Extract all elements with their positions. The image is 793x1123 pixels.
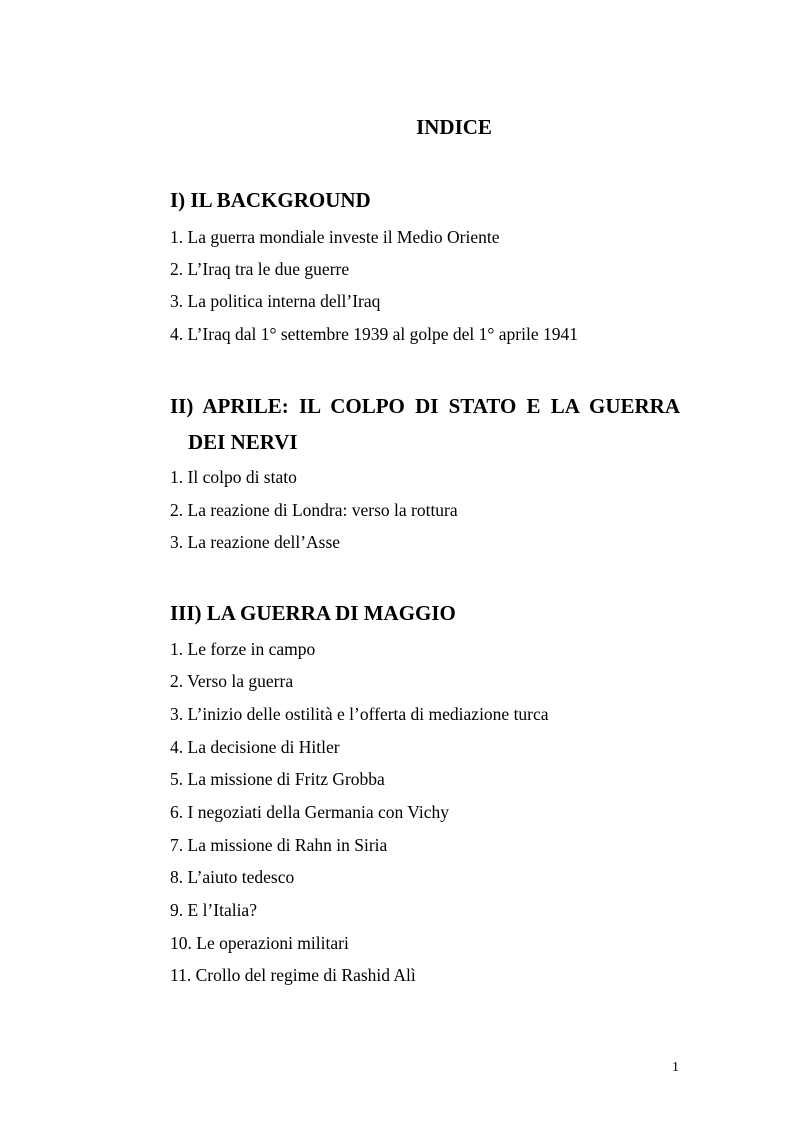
- toc-item: 9. E l’Italia?: [170, 900, 257, 920]
- toc-item: 4. L’Iraq dal 1° settembre 1939 al golpe del 1° aprile 1941: [170, 324, 578, 344]
- toc-item: 2. Verso la guerra: [170, 671, 294, 691]
- toc-item: 1. Le forze in campo: [170, 639, 316, 659]
- toc-item: 2. La reazione di Londra: verso la rottura: [170, 500, 458, 520]
- section-heading-2-continuation: DEI NERVI: [188, 430, 298, 454]
- page-title: INDICE: [416, 115, 492, 139]
- page-number: 1: [672, 1060, 679, 1075]
- toc-item: 1. Il colpo di stato: [170, 467, 297, 487]
- section-heading-1: I) IL BACKGROUND: [170, 188, 371, 212]
- toc-item: 10. Le operazioni militari: [170, 933, 349, 953]
- toc-item: 7. La missione di Rahn in Siria: [170, 835, 388, 855]
- toc-item: 3. La politica interna dell’Iraq: [170, 291, 381, 311]
- toc-item: 3. La reazione dell’Asse: [170, 532, 341, 552]
- toc-item: 2. L’Iraq tra le due guerre: [170, 259, 350, 279]
- toc-item: 8. L’aiuto tedesco: [170, 867, 295, 887]
- toc-item: 11. Crollo del regime di Rashid Alì: [170, 965, 416, 985]
- section-heading-2: II) APRILE: IL COLPO DI STATO E LA GUERRA: [170, 394, 680, 418]
- toc-item: 4. La decisione di Hitler: [170, 737, 340, 757]
- toc-item: 5. La missione di Fritz Grobba: [170, 769, 385, 789]
- section-heading-3: III) LA GUERRA DI MAGGIO: [170, 601, 456, 625]
- toc-item: 6. I negoziati della Germania con Vichy: [170, 802, 450, 822]
- toc-item: 3. L’inizio delle ostilità e l’offerta di mediazione turca: [170, 704, 549, 724]
- toc-item: 1. La guerra mondiale investe il Medio Oriente: [170, 227, 500, 247]
